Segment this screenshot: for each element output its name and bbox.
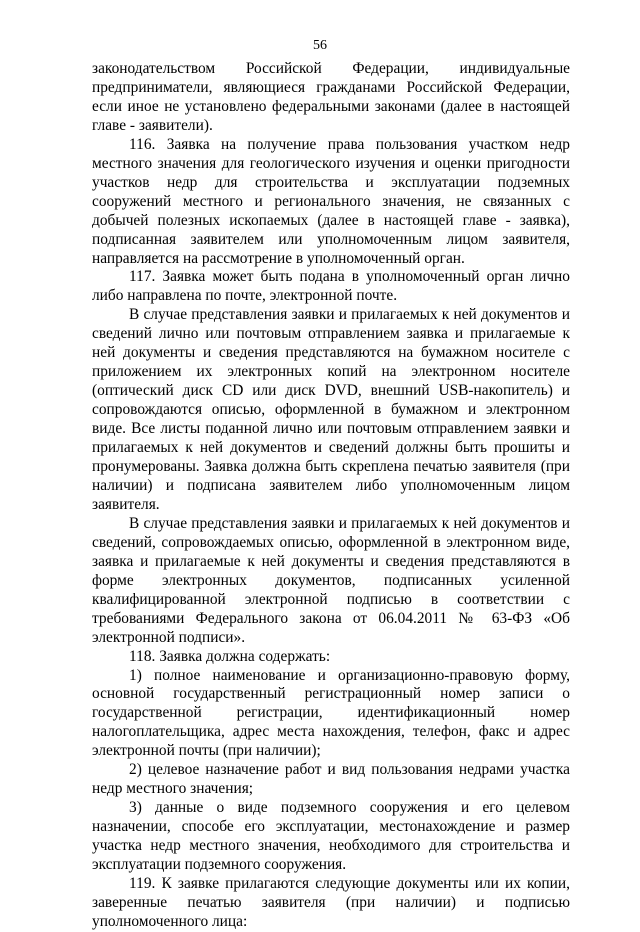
paragraph-116: 116. Заявка на получение права пользования участком недр местного значения для геологического изучения и оценки пригодности участков недр для строительства и эксплуатации подземных сооружений местного и регионального значения, не связанных с добычей полезных ископаемых (далее в настоящей главе - заявка), подписанная заявителем или уполномоченным лицом заявителя, направляется на рассмотрение в уполномоченный орган. [92, 135, 570, 267]
list-item-3: 3) данные о виде подземного сооружения и его целевом назначении, способе его эксплуатации, местонахождение и размер участка недр местного значения, необходимого для строительства и эксплуатации подземного сооружения. [92, 799, 570, 874]
list-item-1: 1) полное наименование и организационно-правовую форму, основной государственный регистрационный номер записи о государственной регистрации, идентификационный номер налогоплательщика, адрес места нахождения, телефон, факс и адрес электронной почты (при наличии); [92, 666, 570, 760]
paragraph-electronic-submission: В случае представления заявки и прилагаемых к ней документов и сведений, сопровождаемых описью, оформленной в электронном виде, заявка и прилагаемые к ней документы и сведения представляются в форме электронных документов, подписанных усиленной квалифицированной электронной подписью в соответствии с требованиями Федерального закона от 06.04.2011 № 63-ФЗ «Об электронной подписи». [92, 514, 570, 646]
list-item-2: 2) целевое назначение работ и вид пользования недрами участка недр местного значения; [92, 761, 570, 798]
paragraph-117: 117. Заявка может быть подана в уполномоченный орган лично либо направлена по почте, электронной почте. [92, 268, 570, 305]
paragraph-paper-submission: В случае представления заявки и прилагаемых к ней документов и сведений лично или почтовым отправлением заявка и прилагаемые к ней документы и сведения представляются на бумажном носителе с приложением их электронных копий на электронном носителе (оптический диск CD или диск DVD, внешний USB-накопитель) и сопровождаются описью, оформленной в бумажном и электронном виде. Все листы поданной лично или почтовым отправлением заявки и прилагаемых к ней документов и сведений должны быть прошиты и пронумерованы. Заявка должна быть скреплена печатью заявителя (при наличии) и подписана заявителем либо уполномоченным лицом заявителя. [92, 306, 570, 513]
paragraph-continuation: законодательством Российской Федерации, индивидуальные предприниматели, являющиеся гражданами Российской Федерации, если иное не установлено федеральными законами (далее в настоящей главе - заявители). [92, 60, 570, 134]
document-body [92, 60, 570, 932]
page-number: 56 [313, 38, 327, 53]
paragraph-119: 119. К заявке прилагаются следующие документы или их копии, заверенные печатью заявителя (при наличии) и подписью уполномоченного лица: [92, 874, 570, 930]
paragraph-118: 118. Заявка должна содержать: [129, 647, 331, 665]
